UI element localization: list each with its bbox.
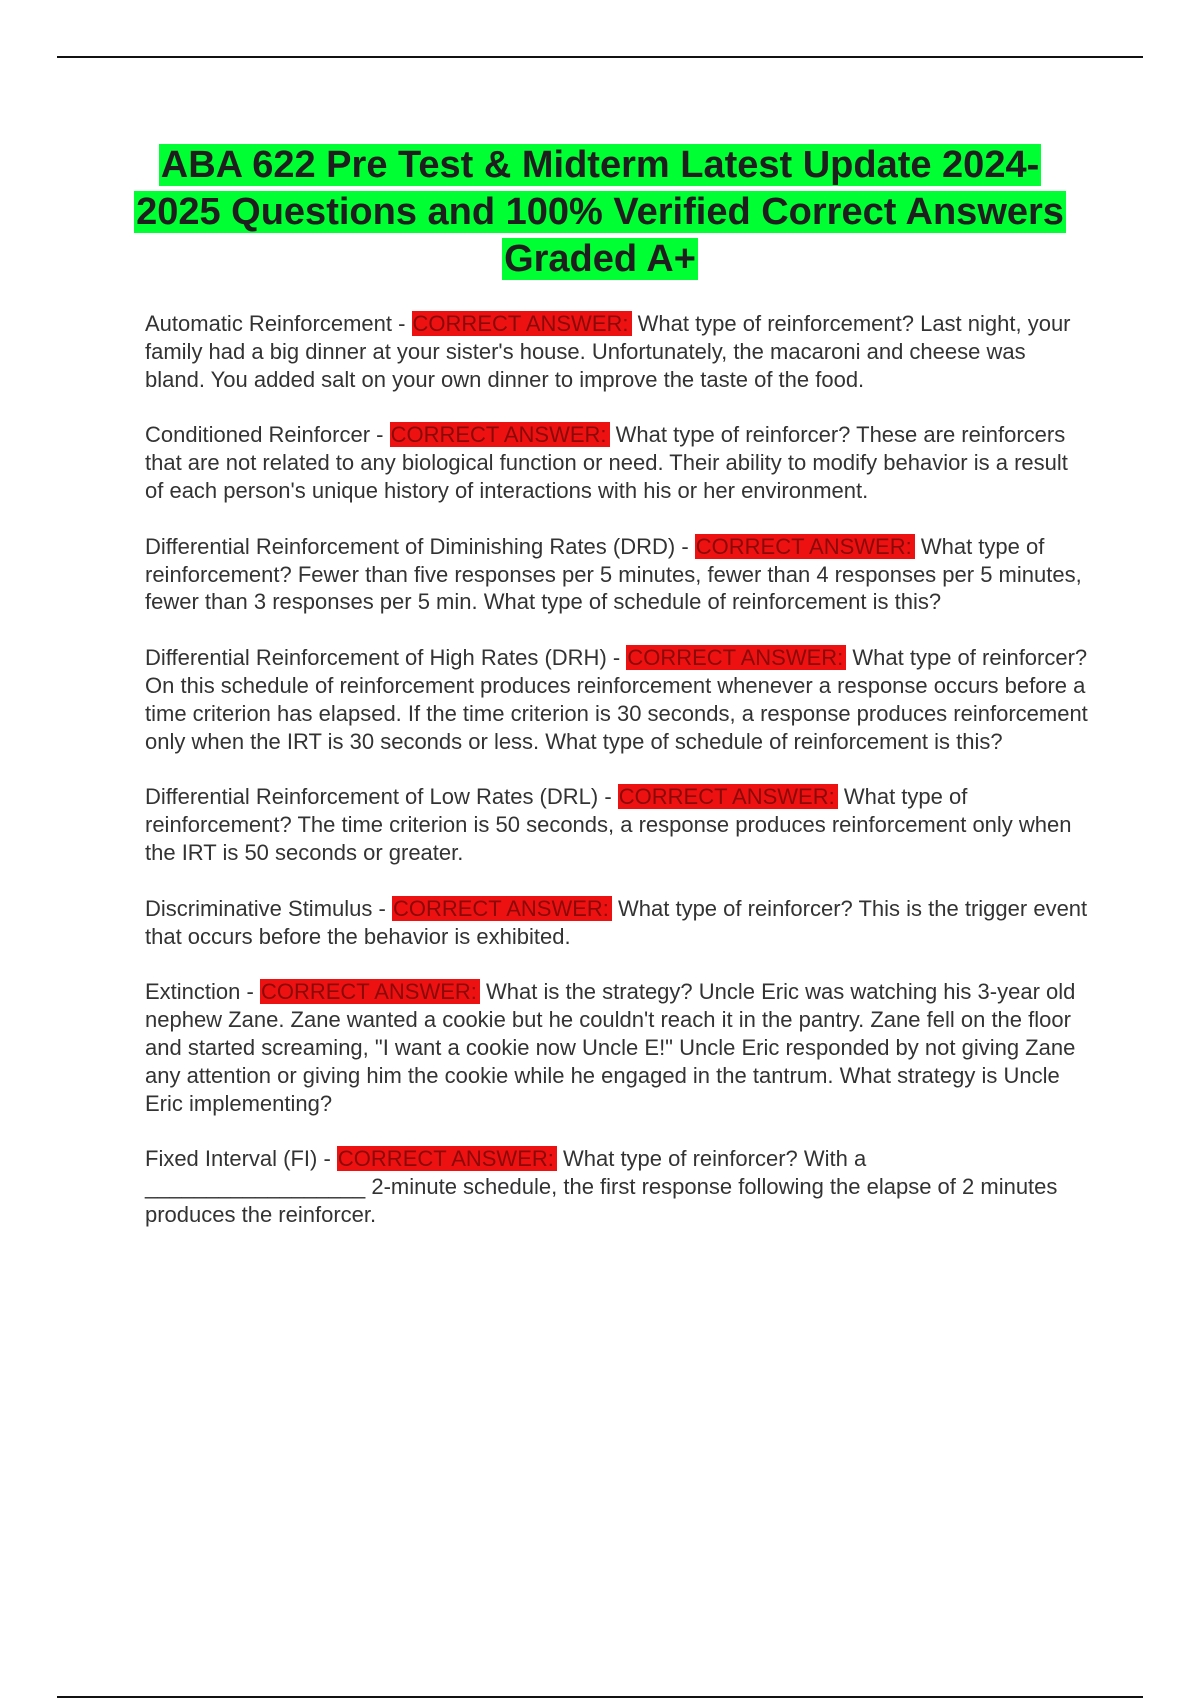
- qa-term: Differential Reinforcement of High Rates (DRH) -: [145, 645, 627, 671]
- qa-item: [145, 978, 1090, 1117]
- qa-item: [145, 895, 1090, 951]
- qa-item: [145, 644, 1090, 755]
- qa-text: What type of reinforcement? Fewer than five responses per 5 minutes, fewer than 4 responses per 5 minutes, fewer than 3 responses per 5 min. What type of schedule of reinforcement is this?: [145, 533, 1082, 615]
- qa-term: Automatic Reinforcement -: [145, 311, 412, 336]
- qa-item: [145, 1145, 1090, 1228]
- qa-list: [145, 310, 1090, 1257]
- correct-answer-badge: CORRECT ANSWER:: [412, 311, 632, 336]
- correct-answer-badge: CORRECT ANSWER:: [390, 422, 610, 447]
- qa-term: Discriminative Stimulus -: [145, 895, 392, 921]
- qa-text: What type of reinforcer? With a __________________ 2-minute schedule, the first response following the elapse of 2 minutes produces the reinforcer.: [145, 1146, 1058, 1227]
- qa-text: What type of reinforcement? The time criterion is 50 seconds, a response produces reinforcement only when the IRT is 50 seconds or greater.: [145, 784, 1072, 865]
- correct-answer-badge: CORRECT ANSWER:: [618, 784, 838, 809]
- correct-answer-badge: CORRECT ANSWER:: [392, 896, 612, 921]
- qa-item: [145, 783, 1090, 866]
- qa-item: [145, 533, 1090, 616]
- qa-item: [145, 421, 1090, 504]
- qa-term: Fixed Interval (FI) -: [145, 1146, 337, 1172]
- top-rule: [57, 56, 1143, 58]
- qa-text: What type of reinforcer? These are reinforcers that are not related to any biological function or need. Their ability to modify behavior is a result of each person's unique history of interactions with his or her environment.: [145, 422, 1068, 503]
- qa-term: Extinction -: [145, 979, 260, 1005]
- correct-answer-badge: CORRECT ANSWER:: [626, 645, 846, 670]
- document-title-highlight: ABA 622 Pre Test & Midterm Latest Update 2024-2025 Questions and 100% Verified Correct Answers Graded A+: [136, 144, 1064, 280]
- qa-term: Differential Reinforcement of Diminishing Rates (DRD) -: [145, 533, 695, 559]
- document-title: [120, 142, 1080, 283]
- correct-answer-badge: CORRECT ANSWER:: [695, 534, 915, 559]
- qa-text: What type of reinforcer? This is the trigger event that occurs before the behavior is exhibited.: [145, 895, 1088, 949]
- qa-text: What type of reinforcer? On this schedule of reinforcement produces reinforcement whenever a response occurs before a time criterion has elapsed. If the time criterion is 30 seconds, a response produces reinforcement only when the IRT is 30 seconds or less. What type of schedule of reinforcement is this?: [145, 645, 1088, 754]
- bottom-rule: [57, 1696, 1143, 1698]
- qa-text: What type of reinforcement? Last night, your family had a big dinner at your sister's house. Unfortunately, the macaroni and cheese was bland. You added salt on your own dinner to improve the taste of the food.: [145, 311, 1071, 392]
- qa-term: Differential Reinforcement of Low Rates (DRL) -: [145, 784, 618, 810]
- correct-answer-badge: CORRECT ANSWER:: [260, 979, 480, 1004]
- qa-text: What is the strategy? Uncle Eric was watching his 3-year old nephew Zane. Zane wanted a cookie but he couldn't reach it in the pantry. Zane fell on the floor and started screaming, "I want a cookie now Uncle E!" Uncle Eric responded by not giving Zane any attention or giving him the cookie while he engaged in the tantrum. What strategy is Uncle Eric implementing?: [145, 979, 1076, 1116]
- qa-item: [145, 310, 1090, 393]
- qa-term: Conditioned Reinforcer -: [145, 422, 390, 448]
- correct-answer-badge: CORRECT ANSWER:: [337, 1146, 557, 1171]
